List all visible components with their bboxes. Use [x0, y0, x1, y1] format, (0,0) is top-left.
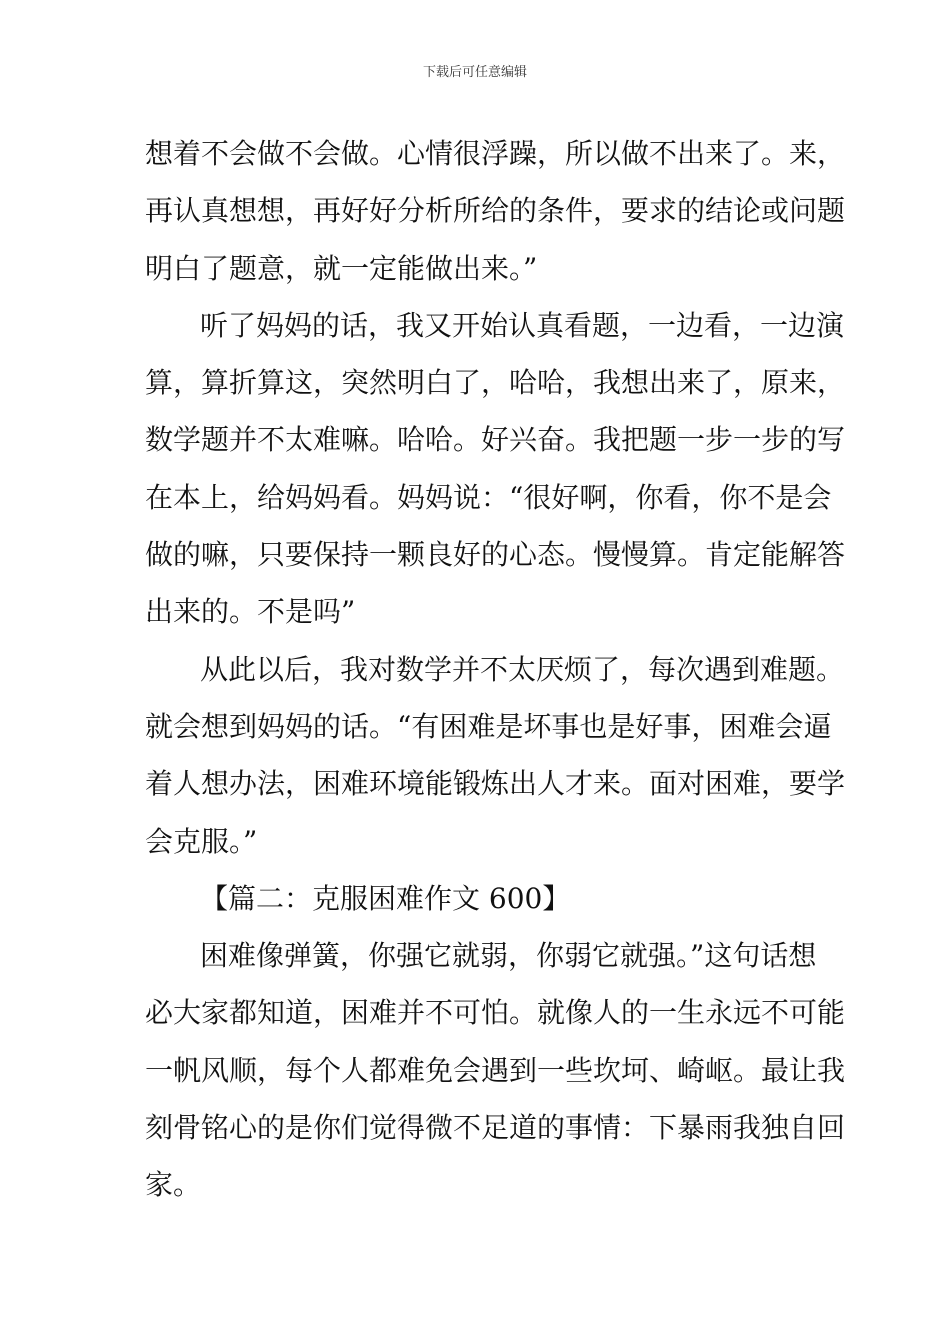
text-line: 一帆风顺，每个人都难免会遇到一些坎坷、崎岖。最让我 [145, 1053, 846, 1087]
text-line: 听了妈妈的话，我又开始认真看题，一边看，一边演 [200, 308, 845, 342]
text-line: 必大家都知道，困难并不可怕。就像人的一生永远不可能 [145, 996, 846, 1030]
text-line: 再认真想想，再好好分析所给的条件，要求的结论或问题 [145, 194, 846, 228]
section-heading: 【篇二：克服困难作文 600】 [200, 881, 571, 915]
text-line: 明白了题意，就一定能做出来。” [145, 251, 538, 285]
text-line: 在本上，给妈妈看。妈妈说：“很好啊，你看，你不是会 [145, 480, 832, 514]
text-line: 出来的。不是吗” [145, 595, 356, 629]
text-line: 刻骨铭心的是你们觉得微不足道的事情：下暴雨我独自回 [145, 1111, 846, 1145]
text-line: 就会想到妈妈的话。“有困难是坏事也是好事，困难会逼 [145, 709, 832, 743]
document-body [145, 125, 846, 1214]
text-line: 着人想办法，困难环境能锻炼出人才来。面对困难，要学 [145, 767, 846, 801]
text-line: 困难像弹簧，你强它就弱，你弱它就强。”这句话想 [200, 939, 817, 973]
text-line: 做的嘛，只要保持一颗良好的心态。慢慢算。肯定能解答 [145, 538, 846, 572]
text-line: 会克服。” [145, 824, 258, 858]
text-line: 数学题并不太难嘛。哈哈。好兴奋。我把题一步一步的写 [145, 423, 846, 457]
text-line: 家。 [145, 1168, 202, 1202]
page-header: 下载后可任意编辑 [422, 65, 527, 80]
text-line: 从此以后，我对数学并不太厌烦了，每次遇到难题。 [200, 652, 845, 686]
text-line: 算，算折算这，突然明白了，哈哈，我想出来了，原来， [145, 366, 846, 400]
text-line: 想着不会做不会做。心情很浮躁，所以做不出来了。来， [145, 137, 846, 170]
